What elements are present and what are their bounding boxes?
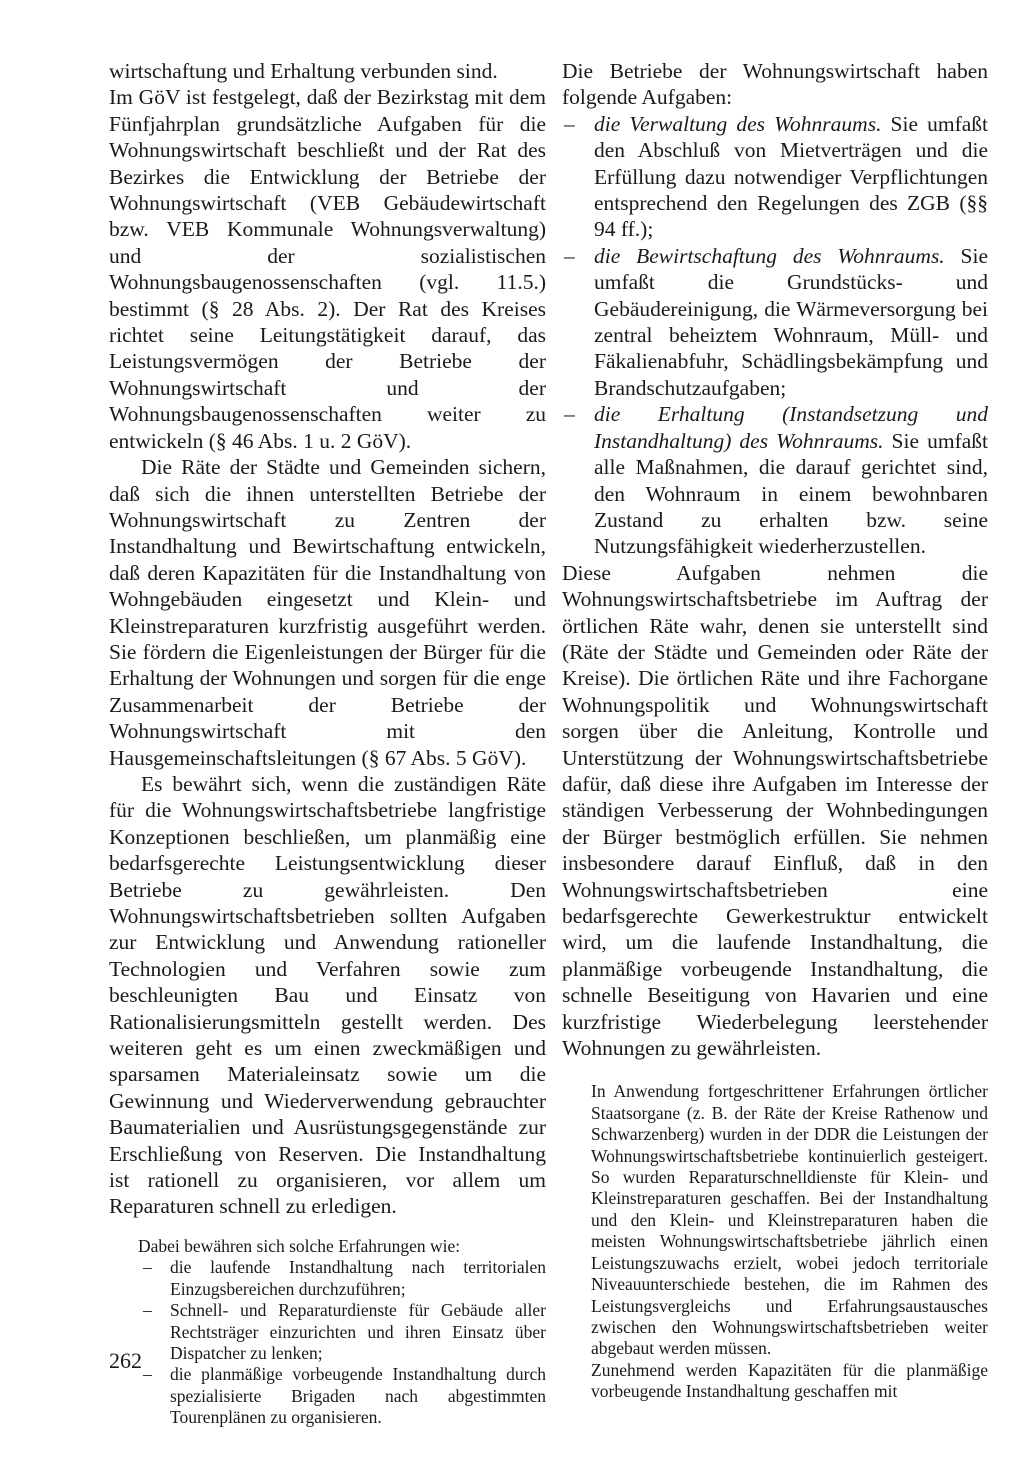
- task-title: die Bewirtschaftung des Wohnraums.: [594, 243, 945, 268]
- paragraph-konzeptionen: Es bewährt sich, wenn die zuständigen Räte für die Wohnungswirtschaftsbetriebe langfristige Konzeptionen beschließen, um planmäßig eine bedarfsgerechte Leistungsentwicklung dieser Betriebe zu gewährleisten. Den Wohnungswirtschaftsbetrieben sollten Aufgaben zur Entwicklung und Anwendung rationeller Technologien und Verfahren sowie zum beschleunigten Bau und Einsatz von Rationalisierungsmitteln gestellt werden. Des weiteren geht es um einen zweckmäßigen und sparsamen Materialeinsatz sowie um die Gewinnung und Wiederverwendung gebrauchter Baumaterialien und Ausrüstungsgegenstände zur Erschließung von Reserven. Die Instandhaltung ist rationell zu organisieren, vor allem um Reparaturen schnell zu erledigen.: [109, 771, 546, 1219]
- tasks-list: [562, 111, 988, 560]
- list-item: [562, 243, 988, 401]
- list-item: – die laufende Instandhaltung nach territorialen Einzugsbereichen durchzuführen;: [138, 1257, 546, 1300]
- application-box: [562, 1081, 988, 1402]
- paragraph-goev: Im GöV ist festgelegt, daß der Bezirkstag mit dem Fünfjahrplan grundsätzliche Aufgaben für die Wohnungswirtschaft beschließt und der Rat des Bezirkes die Entwicklung der Betriebe der Wohnungswirtschaft (VEB Gebäudewirtschaft bzw. VEB Kommunale Wohnungsverwaltung) und der sozialistischen Wohnungsbaugenossenschaften (vgl. 11.5.) bestimmt (§ 28 Abs. 2). Der Rat des Kreises richtet seine Leitungstätigkeit darauf, das Leistungsvermögen der Betriebe der Wohnungswirtschaft und der Wohnungsbaugenossenschaften weiter zu entwickeln (§ 46 Abs. 1 u. 2 GöV).: [109, 85, 546, 453]
- task-text: Sie umfaßt den Abschluß von Mietverträgen und die Erfüllung dazu notwendiger Verpflichtungen entsprechend den Regelungen des ZGB (§§ 94 ff.);: [594, 111, 988, 242]
- experience-box: [109, 1236, 546, 1429]
- paragraph-aufgaben: Diese Aufgaben nehmen die Wohnungswirtschaftsbetriebe im Auftrag der örtlichen Räte wahr, denen sie unterstellt sind (Räte der Städte und Gemeinden oder Räte der Kreise). Die örtlichen Räte und ihre Fachorgane Wohnungspolitik und Wohnungswirtschaft sorgen über die Anleitung, Kontrolle und Unterstützung der Wohnungswirtschaftsbetriebe dafür, daß diese ihre Aufgaben im Interesse der ständigen Verbesserung der Wohnbedingungen der Bürger bestmöglich erfüllen. Sie nehmen insbesondere darauf Einfluß, daß in den Wohnungswirtschaftsbetrieben eine bedarfsgerechte Gewerkestruktur entwickelt wird, um die laufende Instandhaltung, die planmäßige vorbeugende Instandhaltung, die schnelle Beseitigung von Havarien und eine kurzfristige Wiederbelegung leerstehender Wohnungen zu gewährleisten.: [562, 560, 988, 1061]
- task-text: Sie umfaßt die Grundstücks- und Gebäudereinigung, die Wärmeversorgung bei zentral beheiztem Wohnraum, Müll- und Fäkalienabfuhr, Schädlingsbekämpfung und Brandschutzaufgaben;: [594, 243, 988, 400]
- experience-intro: Dabei bewähren sich solche Erfahrungen wie:: [138, 1235, 461, 1256]
- paragraph-continuation: wirtschaftung und Erhaltung verbunden sind.: [109, 59, 498, 83]
- experience-list: [138, 1257, 546, 1428]
- paragraph-raete-staedte: Die Räte der Städte und Gemeinden sichern, daß sich die ihnen unterstellten Betriebe der Wohnungswirtschaft zu Zentren der Instandhaltung und Bewirtschaftung entwickeln, daß deren Kapazitäten für die Instandhaltung von Wohngebäuden eingesetzt und Klein- und Kleinstreparaturen kurzfristig ausgeführt werden. Sie fördern die Eigenleistungen der Bürger für die Erhaltung der Wohnungen und sorgen für die enge Zusammenarbeit der Betriebe der Wohnungswirtschaft mit den Hausgemeinschaftsleitungen (§ 67 Abs. 5 GöV).: [109, 455, 546, 770]
- tasks-intro: Die Betriebe der Wohnungswirtschaft haben folgende Aufgaben:: [562, 59, 988, 110]
- application-paragraph: In Anwendung fortgeschrittener Erfahrungen örtlicher Staatsorgane (z. B. der Räte der Kreise Rathenow und Schwarzenberg) wurden in der DDR die Leistungen der Wohnungswirtschaftsbetriebe kontinuierlich gesteigert. So wurden Reparaturschnelldienste für Klein- und Kleinstreparaturen geschaffen. Bei der Instandhaltung und den Klein- und Kleinstreparaturen haben die meisten Wohnungswirtschaftsbetriebe jährlich einen Leistungszuwachs erzielt, wobei jedoch territoriale Niveauunterschiede bestehen, die im Rahmen des Leistungsvergleichs und Erfahrungsaustausches zwischen den Wohnungswirtschaftsbetrieben weiter abgebaut werden müssen.: [591, 1081, 988, 1359]
- list-item: – die planmäßige vorbeugende Instandhaltung durch spezialisierte Brigaden nach abgestimmten Tourenplänen zu organisieren.: [138, 1364, 546, 1428]
- task-text: Sie umfaßt alle Maßnahmen, die darauf gerichtet sind, den Wohnraum in einem bewohnbaren Zustand zu erhalten bzw. seine Nutzungsfähigkeit wiederherzustellen.: [594, 428, 988, 559]
- left-column: [109, 58, 546, 1429]
- right-column: [562, 58, 988, 1403]
- task-title: die Erhaltung (Instandsetzung und Instandhaltung) des Wohnraums.: [594, 402, 988, 453]
- list-item: – Schnell- und Reparaturdienste für Gebäude aller Rechtsträger einzurichten und ihren Einsatz über Dispatcher zu lenken;: [138, 1300, 546, 1364]
- page-number: 262: [109, 1348, 142, 1373]
- capacity-paragraph: Zunehmend werden Kapazitäten für die planmäßige vorbeugende Instandhaltung geschaffen mit: [591, 1359, 988, 1402]
- task-title: die Verwaltung des Wohnraums.: [594, 111, 882, 136]
- list-item: [562, 401, 988, 559]
- list-item: [562, 111, 988, 243]
